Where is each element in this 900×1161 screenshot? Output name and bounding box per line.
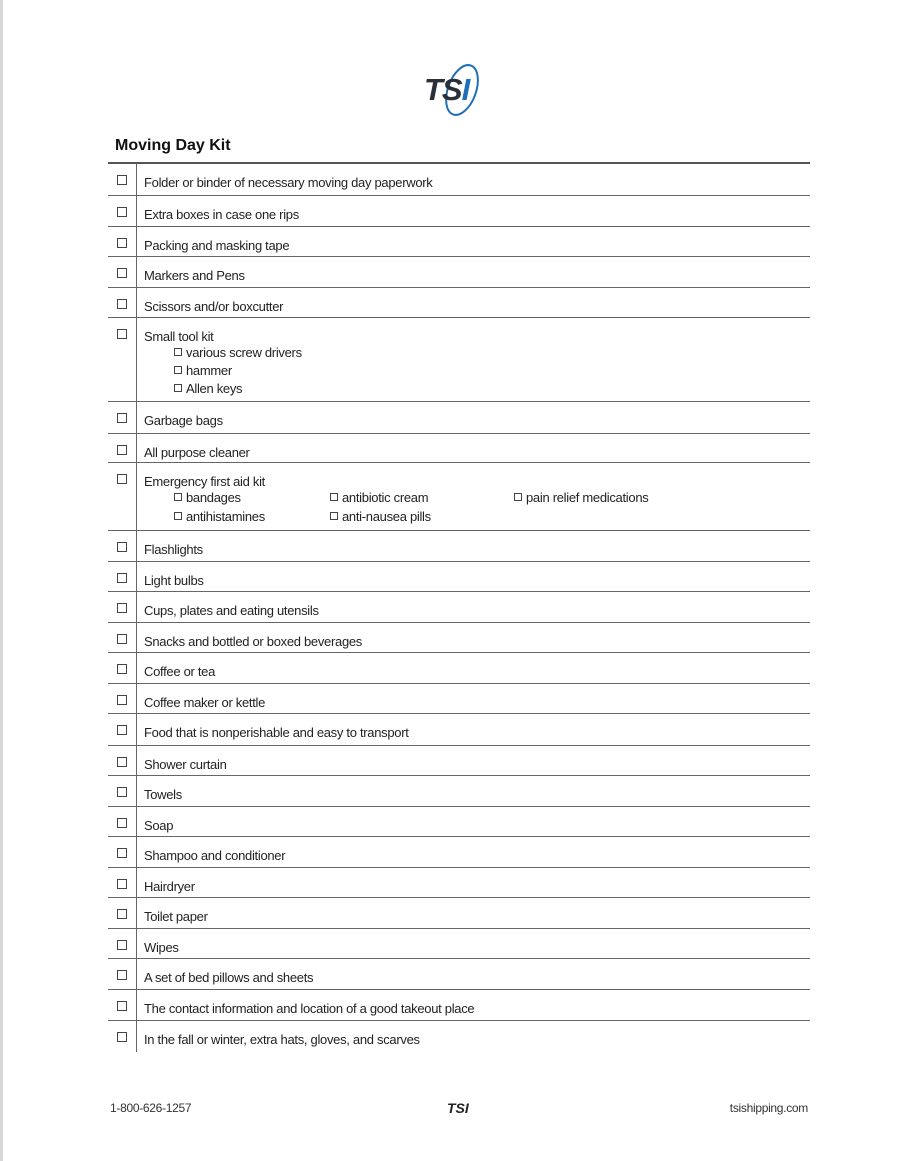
sub-item: [174, 509, 265, 524]
item-label: Hairdryer: [144, 879, 195, 894]
checkbox[interactable]: [117, 879, 127, 889]
item-label: Snacks and bottled or boxed beverages: [144, 634, 363, 649]
divider: [136, 684, 137, 713]
sub-item: [174, 345, 302, 360]
sub-item-label: antihistamines: [186, 509, 265, 524]
checkbox[interactable]: [117, 725, 127, 735]
checkbox[interactable]: [117, 1001, 127, 1011]
sub-item-label: Allen keys: [186, 381, 243, 396]
list-item: [108, 868, 810, 898]
sub-item-label: antibiotic cream: [342, 490, 429, 505]
divider: [136, 929, 137, 958]
checkbox[interactable]: [117, 175, 127, 185]
sub-checkbox[interactable]: [174, 366, 182, 374]
checkbox[interactable]: [117, 413, 127, 423]
item-label: Markers and Pens: [144, 268, 245, 283]
divider: [136, 463, 137, 530]
sub-item-label: various screw drivers: [186, 345, 302, 360]
checkbox[interactable]: [117, 664, 127, 674]
list-item: [108, 959, 810, 990]
item-label: Coffee or tea: [144, 664, 216, 679]
item-label: Coffee maker or kettle: [144, 695, 266, 710]
logo-text: [424, 72, 469, 108]
list-item: [108, 592, 810, 623]
item-label: Cups, plates and eating utensils: [144, 603, 319, 618]
list-item: [108, 562, 810, 592]
list-item: [108, 463, 810, 531]
sub-checkbox[interactable]: [514, 493, 522, 501]
item-label: Food that is nonperishable and easy to transport: [144, 725, 409, 740]
divider: [136, 318, 137, 401]
tsi-logo: [418, 62, 498, 118]
item-label: In the fall or winter, extra hats, gloves, and scarves: [144, 1032, 420, 1047]
item-label: Garbage bags: [144, 413, 223, 428]
list-item: [108, 227, 810, 257]
sub-checkbox[interactable]: [330, 493, 338, 501]
item-label: Shampoo and conditioner: [144, 848, 286, 863]
logo-text-ts: TS: [424, 72, 462, 107]
item-label: Toilet paper: [144, 909, 208, 924]
divider: [136, 1021, 137, 1052]
divider: [136, 990, 137, 1020]
checkbox[interactable]: [117, 542, 127, 552]
item-label: Shower curtain: [144, 757, 227, 772]
item-label: Extra boxes in case one rips: [144, 207, 299, 222]
checkbox[interactable]: [117, 329, 127, 339]
checkbox[interactable]: [117, 474, 127, 484]
divider: [136, 807, 137, 836]
sub-item: [330, 509, 431, 524]
list-item: [108, 684, 810, 714]
sub-item: [174, 363, 232, 378]
sub-item-label: anti-nausea pills: [342, 509, 431, 524]
sub-checkbox[interactable]: [174, 512, 182, 520]
checkbox[interactable]: [117, 268, 127, 278]
divider: [136, 531, 137, 561]
sub-checkbox[interactable]: [330, 512, 338, 520]
item-label: Light bulbs: [144, 573, 204, 588]
checkbox[interactable]: [117, 573, 127, 583]
list-item: [108, 929, 810, 959]
checklist: [108, 162, 810, 1052]
list-item: [108, 531, 810, 562]
list-item: [108, 402, 810, 434]
footer-phone: 1-800-626-1257: [110, 1101, 192, 1115]
item-label: Folder or binder of necessary moving day paperwork: [144, 175, 433, 190]
item-label: Wipes: [144, 940, 179, 955]
sub-item-label: bandages: [186, 490, 241, 505]
checkbox[interactable]: [117, 1032, 127, 1042]
item-label: Soap: [144, 818, 174, 833]
list-item: [108, 257, 810, 288]
logo-text-i: I: [461, 72, 470, 107]
checkbox[interactable]: [117, 207, 127, 217]
divider: [136, 837, 137, 867]
divider: [136, 562, 137, 591]
list-item: [108, 837, 810, 868]
sub-item: [330, 490, 428, 505]
checkbox[interactable]: [117, 787, 127, 797]
checkbox[interactable]: [117, 909, 127, 919]
checkbox[interactable]: [117, 603, 127, 613]
checkbox[interactable]: [117, 238, 127, 248]
divider: [136, 653, 137, 683]
checkbox[interactable]: [117, 970, 127, 980]
list-item: [108, 196, 810, 227]
divider: [136, 746, 137, 775]
page-title: Moving Day Kit: [115, 137, 231, 154]
divider: [136, 776, 137, 806]
sub-item: [174, 490, 241, 505]
divider: [136, 623, 137, 652]
item-label: Small tool kit: [144, 329, 214, 344]
divider: [136, 434, 137, 462]
checkbox[interactable]: [117, 445, 127, 455]
checkbox[interactable]: [117, 848, 127, 858]
sub-checkbox[interactable]: [174, 493, 182, 501]
sub-item: [174, 381, 242, 396]
list-item: [108, 434, 810, 463]
checkbox[interactable]: [117, 818, 127, 828]
list-item: [108, 714, 810, 746]
sub-item-label: hammer: [186, 363, 232, 378]
list-item: [108, 807, 810, 837]
list-item: [108, 990, 810, 1021]
page-edge: [0, 0, 3, 1161]
item-label: A set of bed pillows and sheets: [144, 970, 314, 985]
list-item: [108, 288, 810, 318]
item-label: Packing and masking tape: [144, 238, 290, 253]
item-label: The contact information and location of a good takeout place: [144, 1001, 475, 1016]
checkbox[interactable]: [117, 940, 127, 950]
sub-item: [514, 490, 648, 505]
divider: [136, 164, 137, 195]
item-label: Scissors and/or boxcutter: [144, 299, 284, 314]
divider: [136, 288, 137, 317]
item-label: All purpose cleaner: [144, 445, 250, 460]
item-label: Flashlights: [144, 542, 203, 557]
item-label: Towels: [144, 787, 182, 802]
checkbox[interactable]: [117, 757, 127, 767]
list-item: [108, 653, 810, 684]
list-item: [108, 164, 810, 196]
divider: [136, 402, 137, 433]
divider: [136, 898, 137, 928]
footer-brand: TSI: [447, 1100, 469, 1116]
divider: [136, 959, 137, 989]
divider: [136, 714, 137, 745]
list-item: [108, 318, 810, 402]
list-item: [108, 623, 810, 653]
item-label: Emergency first aid kit: [144, 474, 265, 489]
list-item: [108, 1021, 810, 1052]
divider: [136, 592, 137, 622]
divider: [136, 196, 137, 226]
sub-item-label: pain relief medications: [526, 490, 649, 505]
checkbox[interactable]: [117, 299, 127, 309]
divider: [136, 227, 137, 256]
sub-checkbox[interactable]: [174, 348, 182, 356]
list-item: [108, 776, 810, 807]
divider: [136, 257, 137, 287]
list-item: [108, 898, 810, 929]
checkbox[interactable]: [117, 695, 127, 705]
list-item: [108, 746, 810, 776]
divider: [136, 868, 137, 897]
footer-website: tsishipping.com: [729, 1101, 808, 1115]
checkbox[interactable]: [117, 634, 127, 644]
sub-checkbox[interactable]: [174, 384, 182, 392]
